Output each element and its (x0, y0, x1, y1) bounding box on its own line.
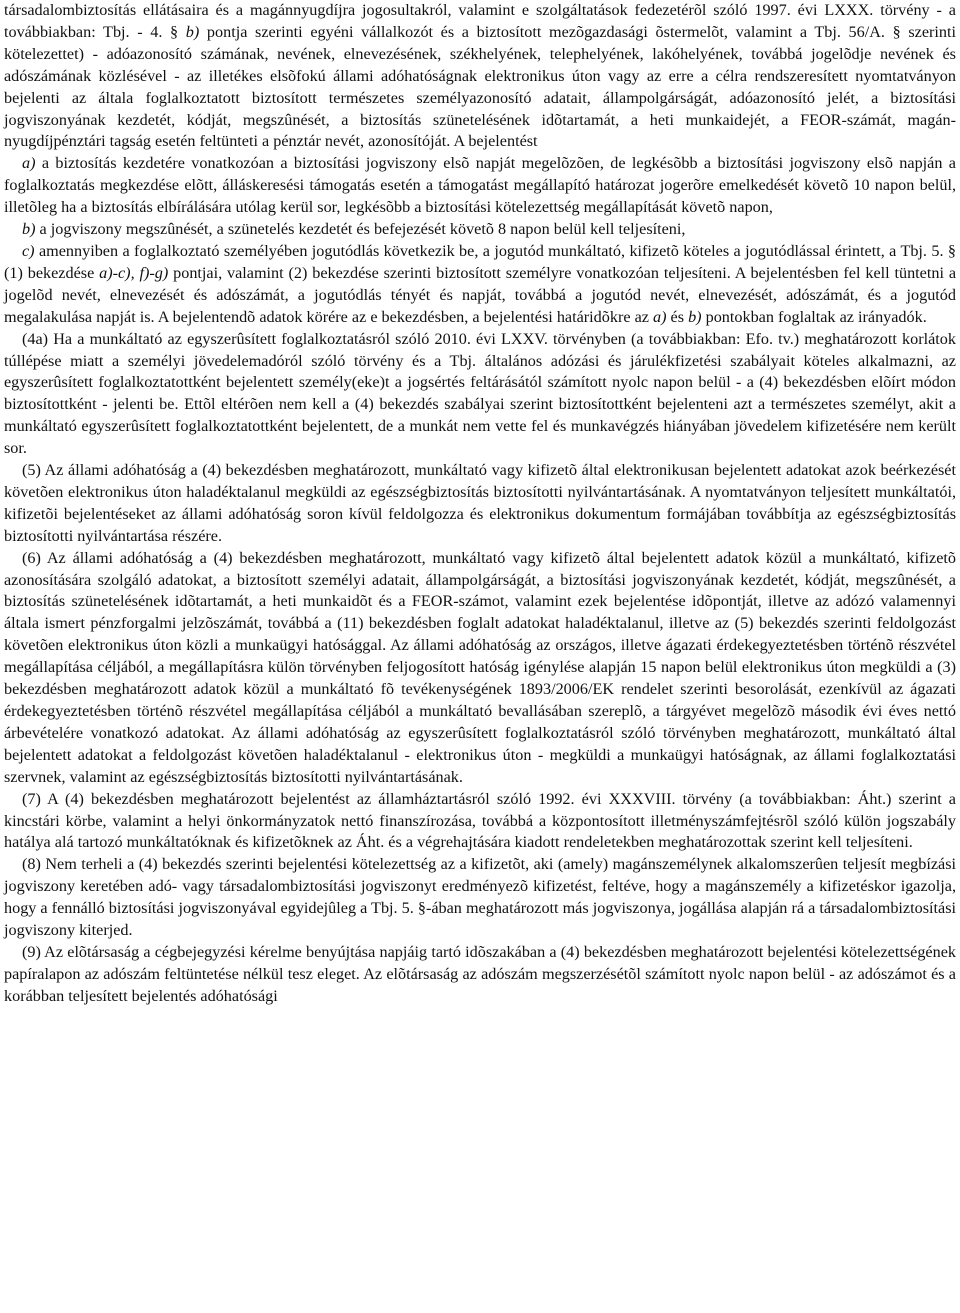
paragraph-p1 (4, 153, 956, 219)
text-run: (8) Nem terheli a (4) bekezdés szerinti bejelentési kötelezettség az a kifizetõt, aki (amely) magánszemélynek alkalomszerûen teljesít megbízási jogviszony keretében adó- vagy társadalombiztosítási jogviszonyt eredményezõ kifizetést, feltéve, hogy a magánszemély a kifizetéskor igazolja, hogy a fennálló biztosítási jogviszonyával egyidejûleg a Tbj. 5. §-ában meghatározott más jogviszonya, jogállása alapján rá a társadalombiztosítási jogviszony kiterjed. (4, 855, 956, 940)
text-run: (7) A (4) bekezdésben meghatározott bejelentést az államháztartásról szóló 1992. évi XXXVIII. törvény (a továbbiakban: Áht.) szerint a kincstári körbe, valamint a helyi önkormányzatok nettó finanszírozása, továbbá a központosított illetményszámfejtésrõl szóló külön jogszabály hatálya alá tartozó munkáltatóknak és kifizetõknek az Áht. és a végrehajtására kiadott rendeletekben meghatározottak szerint kell teljesíteni. (4, 789, 956, 852)
text-run: (9) Az elõtársaság a cégbejegyzési kérelme benyújtása napjáig tartó idõszakában a (4) bekezdésben meghatározott bejelentési kötelezettségének papíralapon az adószám feltüntetése nélkül tesz eleget. Az elõtársaság az adószám megszerzésétõl számított nyolc napon belül - az adószámot és a korábban teljesített bejelentés adóhatósági (4, 942, 956, 1005)
paragraph-p7 (4, 789, 956, 855)
paragraph-p6 (4, 548, 956, 789)
paragraph-p0 (4, 0, 956, 153)
text-run: társadalombiztosítás ellátásaira és a magánnyugdíjra jogosultakról, valamint e szolgáltatások fedezetérõl szóló 1997. évi LXXX. törvény - a továbbiakban: Tbj. - 4. § (4, 1, 956, 41)
document-page (4, 0, 956, 1008)
text-run: amennyiben a foglalkoztató személyében jogutódlás következik be, a jogutód munkáltató, kifizetõ köteles a jogutódlással érintett, a Tbj. 5. § (1) bekezdése (4, 241, 956, 282)
text-run: a biztosítás kezdetére vonatkozóan a biztosítási jogviszony elsõ napját megelõzõen, de legkésõbb a biztosítási jogviszony elsõ napján a foglalkoztatás megkezdése elõtt, álláskeresési támogatás esetén a támogatást megállapító határozat jogerõre emelkedését követõ 10 napon belül, illetõleg ha a biztosítás elbírálására utólag kerül sor, legkésõbb a biztosítási kötelezettség megállapítását követõ napon, (4, 154, 956, 217)
paragraph-p4 (4, 329, 956, 460)
italic-text-run: a) (22, 154, 36, 173)
text-run: és (666, 307, 689, 326)
text-run: pontja szerinti egyéni vállalkozót és a biztosított mezõgazdasági õstermelõt, valamint a Tbj. 56/A. § szerinti kötelezettet) - adóazonosító számának, nevének, elnevezésének, székhelyének, telephelyének, lakóhelyének, továbbá jogelõdje nevének és adószámának közlésével - az illetékes elsõfokú állami adóhatóságnak elektronikus úton vagy az erre a célra rendszeresített nyomtatványon bejelenti az általa foglalkoztatott biztosított természetes személyazonosító adatait, állampolgárságát, adóazonosító jelét, a biztosítási jogviszonyának kezdetét, kódját, megszûnését, a biztosítás szünetelésének idõtartamát, a heti munkaidejét, a FEOR-számát, magán-nyugdíjpénztári tagság esetén feltünteti a pénztár nevét, azonosítóját. A bejelentést (4, 22, 957, 151)
italic-text-run: a) (653, 307, 667, 326)
paragraph-p8 (4, 854, 956, 942)
italic-text-run: a)-c), f)-g) (99, 263, 169, 282)
text-run: (4a) Ha a munkáltató az egyszerûsített foglalkoztatásról szóló 2010. évi LXXV. törvényben (a továbbiakban: Efo. tv.) meghatározott korlátok túllépése miatt a személyi jövedelemadóról szóló törvény és a Tbj. általános adózási és járulékfizetési szabályait köteles alkalmazni, az egyszerûsített foglalkoztatottként bejelentett személy(eke)t a jogsértés feltárásától számított nyolc napon belül - a (4) bekezdésben elõírt módon biztosítottként - jelenti be. Ettõl eltérõen nem kell a (4) bekezdés szabályai szerint biztosítottként bejelenteni azt a természetes személyt, akit a munkáltató egyszerûsített foglalkoztatottként bejelentett, de a munkát nem vette fel és munkavégzés hiányában jövedelem kifizetésére nem került sor. (4, 329, 956, 458)
text-run: (5) Az állami adóhatóság a (4) bekezdésben meghatározott, munkáltató vagy kifizetõ által elektronikusan bejelentett adatokat azok beérkezését követõen elektronikus úton haladéktalanul megküldi az egészségbiztosítás biztosítotti nyilvántartásának. A nyomtatványon teljesített munkáltatói, kifizetõi bejelentéseket az állami adóhatóság soron kívül feldolgozza és elektronikus dokumentum formájában továbbítja az egészségbiztosítás biztosítotti nyilvántartása részére. (4, 461, 956, 545)
paragraph-p5 (4, 460, 956, 548)
italic-text-run: b) (185, 22, 200, 41)
italic-text-run: b) (688, 307, 702, 326)
italic-text-run: b) (22, 220, 36, 239)
paragraph-p3 (4, 241, 956, 329)
text-run: (6) Az állami adóhatóság a (4) bekezdésben meghatározott, munkáltató vagy kifizetõ által bejelentett adatok közül a munkáltató, kifizetõ azonosítására szolgáló adatokat, a biztosított személyi adatait, állampolgárságát, a biztosítási jogviszonyának kezdetét, kódját, megszûnését, a biztosítás szünetelésének idõtartamát, a heti munkaidõt és a FEOR-számot, valamint ezek bejelentése idõpontját, illetve az adózó valamennyi általa ismert pénzforgalmi jelzõszámát, továbbá a (11) bekezdésben foglalt adatokat haladéktalanul, illetve az (5) bekezdés szerinti feldolgozást követõen elektronikus úton közli a munkaügyi hatósággal. Az állami adóhatóság az országos, illetve ágazati érdekegyeztetésben történõ részvétel megállapítása céljából, a megállapításra külön törvényben feljogosított hatóság igénylése alapján 15 napon belül elektronikus úton megküldi a (3) bekezdésben meghatározott adatok közül a munkáltató fõ tevékenységének 1893/2006/EK rendelet szerinti besorolását, ezenkívül az ágazati érdekegyeztetésben történõ részvétel megállapítása céljából a munkáltató bevallásában szereplõ, a tárgyévet megelõzõ második évi éves nettó árbevételére vonatkozó adatokat. Az állami adóhatóság az egyszerûsített foglalkoztatásról szóló törvényben meghatározott, munkáltató által bejelentett adatokat a feldolgozást követõen haladéktalanul - elektronikus úton - megküldi a munkaügyi hatóságnak, az állami foglalkoztatási szervnek, valamint az egészségbiztosítás biztosítotti nyilvántartásának. (4, 548, 956, 786)
text-run: a jogviszony megszûnését, a szünetelés kezdetét és befejezését követõ 8 napon belül kell teljesíteni, (35, 220, 686, 239)
paragraph-p2 (4, 219, 956, 241)
text-run: pontokban foglaltak az irányadók. (701, 307, 927, 326)
paragraph-p9 (4, 942, 956, 1008)
italic-text-run: c) (22, 241, 35, 260)
text-run: pontjai, valamint (2) bekezdése szerinti biztosított személyre vonatkozóan teljesíteni. A bejelentésben fel kell tüntetni a jogelõd nevét, elnevezését és adószámát, a jogutódlás tényét és napját, továbbá a jogutód nevét, elnevezését, adószámát, és a jogutód megalakulása napját is. A bejelentendõ adatok körére az e bekezdésben, a bejelentési határidõkre az (4, 263, 956, 326)
